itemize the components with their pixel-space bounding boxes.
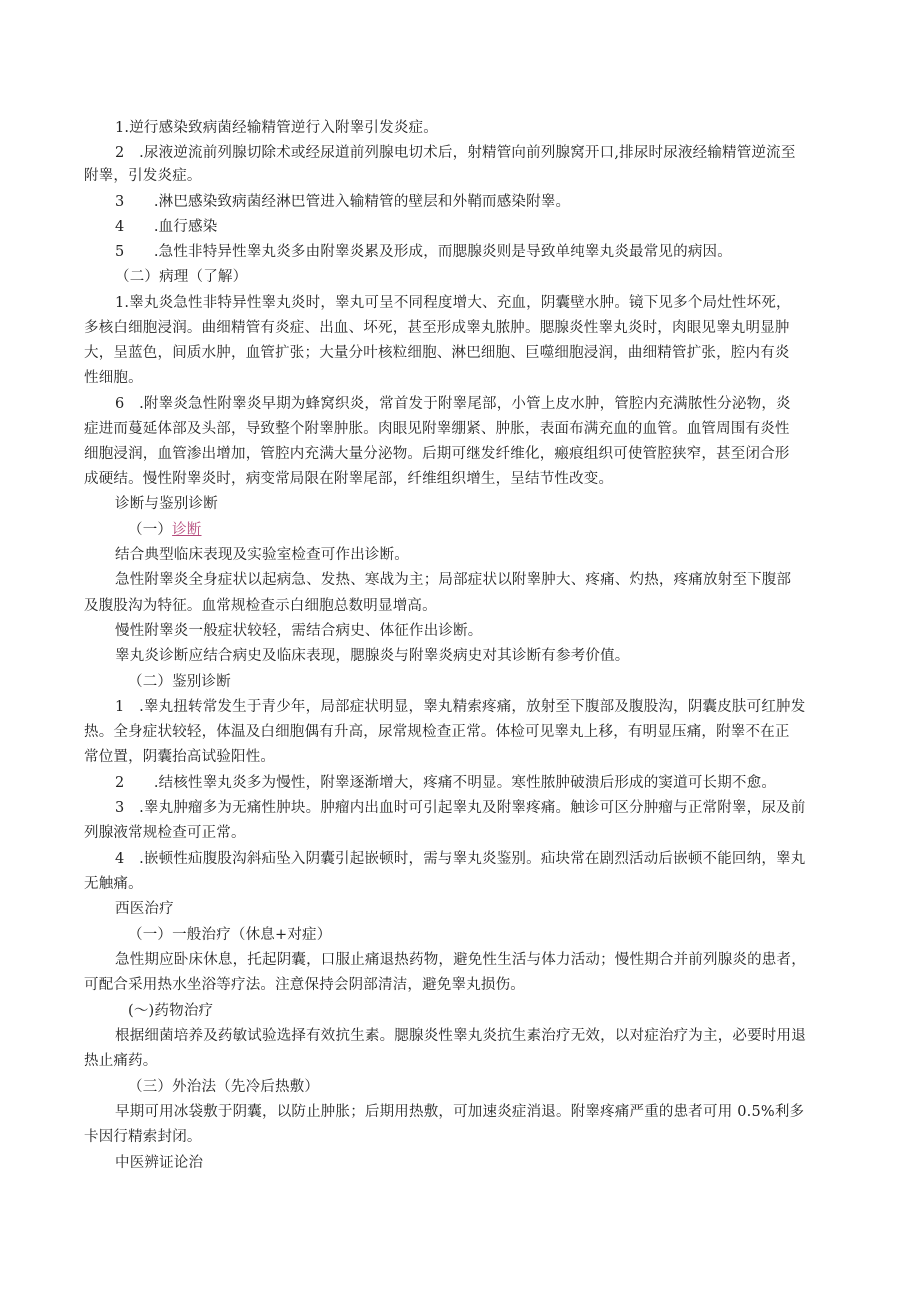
section-heading: 诊断与鉴别诊断 [115,496,218,512]
paragraph-line: 1 .睾丸扭转常发生于青少年，局部症状明显，睾丸精索疼痛，放射至下腹部及腹股沟，阴囊皮肤可红肿发 [115,699,806,715]
subsection-heading: （一）一般治疗（休息+对症） [128,927,332,943]
heading-number: （一） [128,522,173,538]
paragraph-line: 2 .尿液逆流前列腺切除术或经尿道前列腺电切术后，射精管向前列腺窝开口,排尿时尿液经输精管逆流至 [115,145,796,161]
diagnosis-link[interactable]: 诊断 [172,522,202,538]
paragraph-line: 无触痛。 [84,876,143,892]
paragraph-line: 睾丸炎诊断应结合病史及临床表现，腮腺炎与附睾炎病史对其诊断有参考价值。 [115,648,630,664]
paragraph-line: 慢性附睾炎一般症状较轻，需结合病史、体征作出诊断。 [115,623,483,639]
paragraph-line: 1.睾丸炎急性非特异性睾丸炎时，睾丸可呈不同程度增大、充血，阴囊壁水肿。镜下见多个局灶性坏死， [115,295,791,311]
paragraph-line: 大，呈蓝色，间质水肿，血管扩张；大量分叶核粒细胞、淋巴细胞、巨噬细胞浸润，曲细精管扩张，腔内有炎 [84,345,790,361]
paragraph-line: 根据细菌培养及药敏试验选择有效抗生素。腮腺炎性睾丸炎抗生素治疗无效，以对症治疗为主，必要时用退 [115,1028,806,1044]
paragraph-line: 5 .急性非特异性睾丸炎多由附睾炎累及形成，而腮腺炎则是导致单纯睾丸炎最常见的病因。 [115,244,732,260]
section-heading: 中医辨证论治 [115,1155,204,1171]
paragraph-line: 可配合采用热水坐浴等疗法。注意保持会阴部清洁，避免睾丸损伤。 [84,977,525,993]
subsection-heading: （二）鉴别诊断 [128,674,231,690]
paragraph-line: 症进而蔓延体部及头部，导致整个附睾肿胀。肉眼见附睾绷紧、肿胀，表面布满充血的血管。血管周围有炎性 [84,421,790,437]
paragraph-line: 6 .附睾炎急性附睾炎早期为蜂窝织炎，常首发于附睾尾部，小管上皮水肿，管腔内充满脓性分泌物，炎 [115,396,791,412]
paragraph-line: 常位置，阴囊抬高试验阳性。 [84,749,276,765]
paragraph-line: 3 .睾丸肿瘤多为无痛性肿块。肿瘤内出血时可引起睾丸及附睾疼痛。触诊可区分肿瘤与正常附睾，尿及前 [115,800,806,816]
paragraph-line: 多核白细胞浸润。曲细精管有炎症、出血、坏死，甚至形成睾丸脓肿。腮腺炎性睾丸炎时，肉眼见睾丸明显肿 [84,320,790,336]
paragraph-line: 附睾，引发炎症。 [84,168,202,184]
paragraph-line: 性细胞。 [84,370,143,386]
subsection-heading [128,520,202,540]
paragraph-line: 急性期应卧床休息，托起阴囊，口服止痛退热药物，避免性生活与体力活动；慢性期合并前列腺炎的患者， [115,952,806,968]
paragraph-line: 热。全身症状较轻，体温及白细胞偶有升高，尿常规检查正常。体检可见睾丸上移，有明显压痛，附睾不在正 [84,724,790,740]
paragraph-line: 列腺液常规检查可正常。 [84,825,246,841]
section-heading: （二）病理（了解） [115,269,248,285]
paragraph-line: 热止痛药。 [84,1053,158,1069]
paragraph-line: 3 .淋巴感染致病菌经淋巴管进入输精管的壁层和外鞘而感染附睾。 [115,194,571,210]
paragraph-line: 结合典型临床表现及实验室检查可作出诊断。 [115,547,409,563]
paragraph-line: 早期可用冰袋敷于阴囊，以防止肿胀；后期用热敷，可加速炎症消退。附睾疼痛严重的患者可用 0.5%利多 [115,1104,805,1120]
paragraph-line: 4 .血行感染 [115,219,218,235]
section-heading: 西医治疗 [115,901,174,917]
paragraph-line: 及腹股沟为特征。血常规检查示白细胞总数明显增高。 [84,598,437,614]
subsection-heading: （三）外治法（先冷后热敷） [128,1079,320,1095]
paragraph-line: 1.逆行感染致病菌经输精管逆行入附睾引发炎症。 [115,120,438,136]
paragraph-line: 4 .嵌顿性疝腹股沟斜疝坠入阴囊引起嵌顿时，需与睾丸炎鉴别。疝块常在剧烈活动后嵌顿不能回纳，睾丸 [115,851,806,867]
subsection-heading: (〜)药物治疗 [128,1003,214,1019]
paragraph-line: 细胞浸润，血管渗出增加，管腔内充满大量分泌物。后期可继发纤维化，瘢痕组织可使管腔狭窄，甚至闭合形 [84,446,790,462]
paragraph-line: 急性附睾炎全身症状以起病急、发热、寒战为主；局部症状以附睾肿大、疼痛、灼热，疼痛放射至下腹部 [115,572,792,588]
paragraph-line: 2 .结核性睾丸炎多为慢性，附睾逐渐增大，疼痛不明显。寒性脓肿破溃后形成的窦道可长期不愈。 [115,775,777,791]
paragraph-line: 卡因行精索封闭。 [84,1129,202,1145]
paragraph-line: 成硬结。慢性附睾炎时，病变常局限在附睾尾部，纤维组织增生，呈结节性改变。 [84,471,614,487]
